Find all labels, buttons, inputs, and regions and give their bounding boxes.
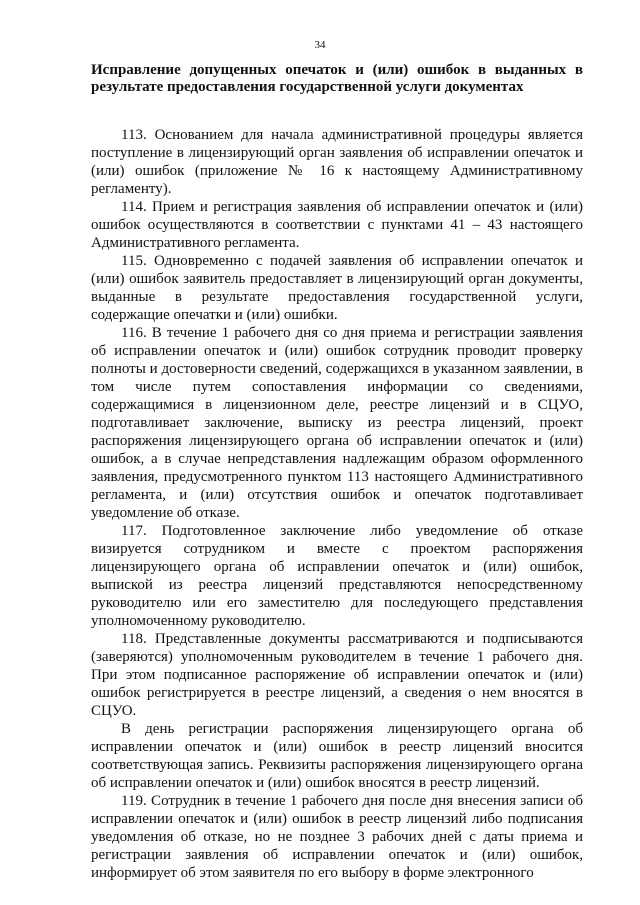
paragraph-114: 114. Прием и регистрация заявления об исправлении опечаток и (или) ошибок осуществляются в соответствии с пунктами 41 – 43 настоящего Административного регламента. — [91, 199, 583, 251]
paragraph-119: 119. Сотрудник в течение 1 рабочего дня после дня внесения записи об исправлении опечаток и (или) ошибок в реестр лицензий либо подписания уведомления об отказе, но не позднее 3 рабочих дней с даты приема и регистрации заявления об исправлении опечаток и (или) ошибок, информирует об этом заявителя по его выбору в форме электронного — [91, 793, 583, 881]
page-number: 34 — [314, 39, 326, 51]
paragraph-118-continued: В день регистрации распоряжения лицензирующего органа об исправлении опечаток и (или) ошибок в реестр лицензий вносится соответствующая запись. Реквизиты распоряжения лицензирующего органа об исправлении опечаток и (или) ошибок вносятся в реестр лицензий. — [91, 721, 583, 791]
paragraph-117: 117. Подготовленное заключение либо уведомление об отказе визируется сотрудником и вместе с проектом распоряжения лицензирующего органа об исправлении опечаток и (или) ошибок, выпиской из реестра лицензий представляются непосредственному руководителю или его заместителю для последующего представления уполномоченному руководителю. — [91, 523, 583, 629]
paragraph-116: 116. В течение 1 рабочего дня со дня приема и регистрации заявления об исправлении опечаток и (или) ошибок сотрудник проводит проверку полноты и достоверности сведений, содержащихся в указанном заявлении, в том числе путем сопоставления информации со сведениями, содержащимися в лицензионном деле, реестре лицензий и в СЦУО, подготавливает заключение, выписку из реестра лицензий, проект распоряжения лицензирующего органа об исправлении опечаток и (или) ошибок, а в случае непредставления надлежащим образом оформленного заявления, предусмотренного пунктом 113 настоящего Административного регламента, и (или) отсутствия ошибок и опечаток подготавливает уведомление об отказе. — [91, 325, 583, 521]
paragraph-113: 113. Основанием для начала административной процедуры является поступление в лицензирующий орган заявления об исправлении опечаток и (или) ошибок (приложение № 16 к настоящему Административному регламенту). — [91, 127, 583, 197]
section-heading: Исправление допущенных опечаток и (или) ошибок в выданных в результате предоставления государственной услуги документах — [91, 62, 583, 95]
paragraph-115: 115. Одновременно с подачей заявления об исправлении опечаток и (или) ошибок заявитель предоставляет в лицензирующий орган документы, выданные в результате предоставления государственной услуги, содержащие опечатки и (или) ошибки. — [91, 253, 583, 323]
body-text — [91, 126, 583, 882]
paragraph-118: 118. Представленные документы рассматриваются и подписываются (заверяются) уполномоченным руководителем в течение 1 рабочего дня. При этом подписанное распоряжение об исправлении опечаток и (или) ошибок регистрируется в реестре лицензий, а сведения о нем вносятся в СЦУО. — [91, 631, 583, 719]
